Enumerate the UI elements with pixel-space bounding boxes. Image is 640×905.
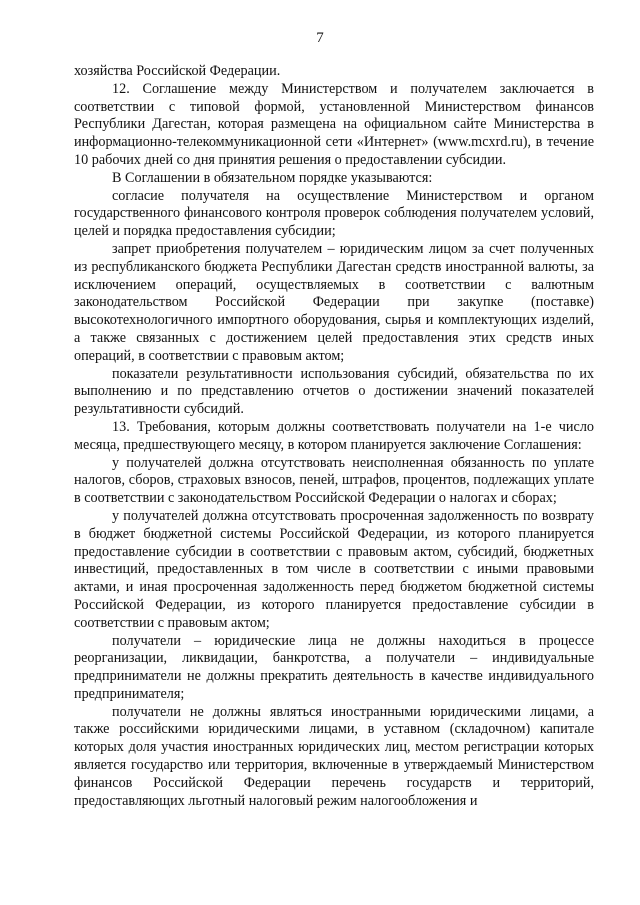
paragraph: у получателей должна отсутствовать неисполненная обязанность по уплате налогов, сборов, страховых взносов, пеней, штрафов, процентов, подлежащих уплате в соответствии с законодательством Российской Федерации о налогах и сборах; xyxy=(74,454,594,507)
document-body xyxy=(74,63,594,810)
paragraph: показатели результативности использования субсидий, обязательства по их выполнению и по представлению отчетов о достижении значений показателей результативности субсидий. xyxy=(74,365,594,418)
paragraph: 13. Требования, которым должны соответствовать получатели на 1-е число месяца, предшествующего месяцу, в котором планируется заключение Соглашения: xyxy=(74,418,594,453)
paragraph: получатели – юридические лица не должны находиться в процессе реорганизации, ликвидации, банкротства, а получатели – индивидуальные предприниматели не должны прекратить деятельность в качестве индивидуального предпринимателя; xyxy=(74,632,594,702)
page-number: 7 xyxy=(316,30,324,46)
paragraph: В Соглашении в обязательном порядке указываются: xyxy=(112,169,433,186)
paragraph: получатели не должны являться иностранными юридическими лицами, а также российскими юридическими лицами, в уставном (складочном) капитале которых доля участия иностранных юридических лиц, местом регистрации которых является государство или территория, включенные в утверждаемый Министерством финансов Российской Федерации перечень государств и территорий, предоставляющих льготный налоговый режим налогообложения и xyxy=(74,703,594,809)
paragraph: 12. Соглашение между Министерством и получателем заключается в соответствии с типовой формой, установленной Министерством финансов Республики Дагестан, которая размещена на официальном сайте Министерства в информационно-телекоммуникационной сети «Интернет» (www.mcxrd.ru), в течение 10 рабочих дней со дня принятия решения о предоставлении субсидии. xyxy=(74,80,594,168)
paragraph: хозяйства Российской Федерации. xyxy=(74,63,281,79)
paragraph: у получателей должна отсутствовать просроченная задолженность по возврату в бюджет бюджетной системы Российской Федерации, из которого планируется предоставление субсидии в соответствии с правовым актом, субсидий, бюджетных инвестиций, предоставленных в том числе в соответствии с иными правовыми актами, и иная просроченная задолженность перед бюджетом бюджетной системы Российской Федерации, из которого планируется предоставление субсидии в соответствии с правовым актом; xyxy=(74,507,594,631)
paragraph: запрет приобретения получателем – юридическим лицом за счет полученных из республиканского бюджета Республики Дагестан средств иностранной валюты, за исключением операций, осуществляемых в соответствии с валютным законодательством Российской Федерации при закупке (поставке) высокотехнологичного импортного оборудования, сырья и комплектующих изделий, а также связанных с достижением целей предоставления этих средств иных операций, в соответствии с правовым актом; xyxy=(74,240,594,364)
paragraph: согласие получателя на осуществление Министерством и органом государственного финансового контроля проверок соблюдения получателем условий, целей и порядка предоставления субсидии; xyxy=(74,187,594,240)
